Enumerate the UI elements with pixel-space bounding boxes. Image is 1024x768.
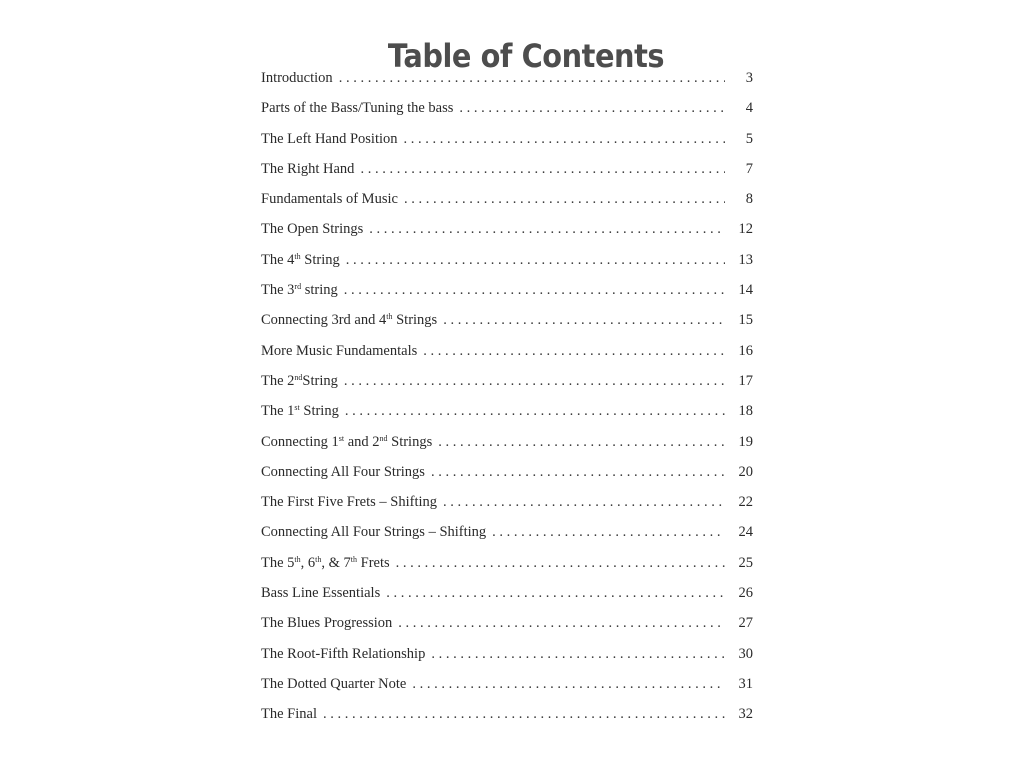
toc-entry <box>261 403 753 433</box>
dot-leader <box>438 434 725 451</box>
toc-entry <box>261 494 753 524</box>
title-text: Frets <box>357 554 390 571</box>
dot-leader <box>339 70 725 87</box>
title-text: Fundamentals of Music <box>261 191 398 208</box>
title-text: Parts of the Bass/Tuning the bass <box>261 100 454 117</box>
toc-entry-title <box>261 373 338 390</box>
dot-leader <box>412 676 725 693</box>
dot-leader <box>404 191 725 208</box>
page-number: 20 <box>738 463 753 480</box>
title-text: The Dotted Quarter Note <box>261 675 407 692</box>
title-text: String <box>299 403 339 420</box>
toc-entry-title <box>261 615 392 632</box>
toc-entry-title <box>261 524 486 541</box>
dot-leader <box>396 555 725 572</box>
dot-leader <box>323 706 725 723</box>
title-text: Connecting All Four Strings <box>261 463 425 480</box>
toc-entry-title <box>261 100 453 117</box>
page-number: 4 <box>745 100 753 117</box>
toc-entry-title <box>261 161 354 178</box>
title-text: The 1 <box>261 403 295 420</box>
page-number: 31 <box>738 675 753 692</box>
toc-entry <box>261 312 753 342</box>
title-text: String <box>300 251 340 268</box>
title-text: Bass Line Essentials <box>261 585 381 602</box>
toc-entry-title <box>261 312 437 329</box>
title-text: Connecting 3rd and 4 <box>261 312 387 329</box>
dot-leader <box>344 373 725 390</box>
title-text: and 2 <box>344 433 380 450</box>
title-text: The Right Hand <box>261 160 355 177</box>
toc-entry-title <box>261 282 338 299</box>
toc-entry-title <box>261 252 340 269</box>
title-text: The Left Hand Position <box>261 130 398 147</box>
title-text: The Open Strings <box>261 221 364 238</box>
page-number: 19 <box>738 433 753 450</box>
page-number: 14 <box>738 282 753 299</box>
dot-leader <box>431 464 725 481</box>
title-text: The Final <box>261 706 317 723</box>
superscript-ordinal: th <box>386 312 393 322</box>
toc-entry <box>261 615 753 645</box>
page-number: 24 <box>738 524 753 541</box>
superscript-ordinal: st <box>338 433 345 443</box>
superscript-ordinal: nd <box>379 433 388 443</box>
page-number: 26 <box>738 585 753 602</box>
dot-leader <box>398 615 725 632</box>
dot-leader <box>404 131 725 148</box>
toc-entry <box>261 191 753 221</box>
dot-leader <box>492 524 725 541</box>
toc-entry <box>261 464 753 494</box>
toc-entry-title <box>261 70 333 87</box>
dot-leader <box>369 221 725 238</box>
toc-entry-title <box>261 464 425 481</box>
toc-entry <box>261 676 753 706</box>
page-title: Table of Contents <box>387 37 665 76</box>
page-number: 8 <box>745 191 753 208</box>
toc-entry-title <box>261 434 432 451</box>
page-number: 5 <box>745 130 753 147</box>
toc-entry <box>261 706 753 736</box>
title-text: Connecting All Four Strings – Shifting <box>261 524 487 541</box>
title-text: More Music Fundamentals <box>261 342 418 359</box>
title-text: String <box>302 372 338 389</box>
superscript-ordinal: nd <box>294 372 303 382</box>
toc-entry-title <box>261 555 390 572</box>
page-number: 15 <box>738 312 753 329</box>
title-text: The First Five Frets – Shifting <box>261 494 438 511</box>
title-text: The Root-Fifth Relationship <box>261 645 426 662</box>
toc-entry-title <box>261 676 406 693</box>
table-of-contents-list <box>261 70 753 737</box>
superscript-ordinal: rd <box>294 282 302 292</box>
toc-entry <box>261 221 753 251</box>
dot-leader <box>345 403 725 420</box>
dot-leader <box>423 343 725 360</box>
title-text: Strings <box>392 312 438 329</box>
title-text: The 4 <box>261 251 295 268</box>
dot-leader <box>431 646 725 663</box>
toc-entry-title <box>261 585 380 602</box>
toc-entry <box>261 161 753 191</box>
title-text: The 2 <box>261 372 295 389</box>
dot-leader <box>346 252 725 269</box>
page-number: 12 <box>738 221 753 238</box>
page-number: 30 <box>738 645 753 662</box>
title-text: Connecting 1 <box>261 433 339 450</box>
superscript-ordinal: th <box>350 554 358 564</box>
toc-entry <box>261 252 753 282</box>
dot-leader <box>443 312 725 329</box>
toc-entry <box>261 343 753 373</box>
superscript-ordinal: th <box>315 554 322 564</box>
superscript-ordinal: th <box>294 554 301 564</box>
dot-leader <box>344 282 725 299</box>
toc-entry <box>261 524 753 554</box>
dot-leader <box>386 585 725 602</box>
title-text: , & 7 <box>321 554 351 571</box>
page-number: 22 <box>738 494 753 511</box>
title-text: The 5 <box>261 554 295 571</box>
title-text: The 3 <box>261 282 295 299</box>
toc-entry-title <box>261 191 398 208</box>
toc-entry <box>261 70 753 100</box>
toc-entry-title <box>261 646 425 663</box>
title-text: Introduction <box>261 70 333 86</box>
toc-entry-title <box>261 706 317 723</box>
title-text: string <box>301 282 338 299</box>
toc-entry <box>261 646 753 676</box>
toc-entry <box>261 555 753 585</box>
dot-leader <box>443 494 725 511</box>
toc-entry <box>261 282 753 312</box>
toc-entry-title <box>261 343 417 360</box>
page-number: 18 <box>738 403 753 420</box>
page-number: 17 <box>738 372 753 389</box>
superscript-ordinal: th <box>294 251 301 261</box>
toc-entry-title <box>261 403 339 420</box>
toc-entry <box>261 585 753 615</box>
page-number: 13 <box>738 251 753 268</box>
page-number: 27 <box>738 615 753 632</box>
toc-entry <box>261 131 753 161</box>
toc-entry-title <box>261 494 437 511</box>
dot-leader <box>459 100 725 117</box>
toc-entry <box>261 100 753 130</box>
toc-entry <box>261 434 753 464</box>
toc-entry-title <box>261 131 398 148</box>
superscript-ordinal: st <box>294 403 300 413</box>
page-number: 25 <box>738 554 753 571</box>
toc-entry-title <box>261 221 363 238</box>
title-text: Strings <box>387 433 433 450</box>
title-text: , 6 <box>300 554 316 571</box>
page-number: 32 <box>738 706 753 723</box>
page-number: 3 <box>745 70 753 86</box>
toc-entry <box>261 373 753 403</box>
dot-leader <box>360 161 725 178</box>
page-number: 16 <box>738 342 753 359</box>
page-number: 7 <box>745 160 753 177</box>
title-text: The Blues Progression <box>261 615 393 632</box>
